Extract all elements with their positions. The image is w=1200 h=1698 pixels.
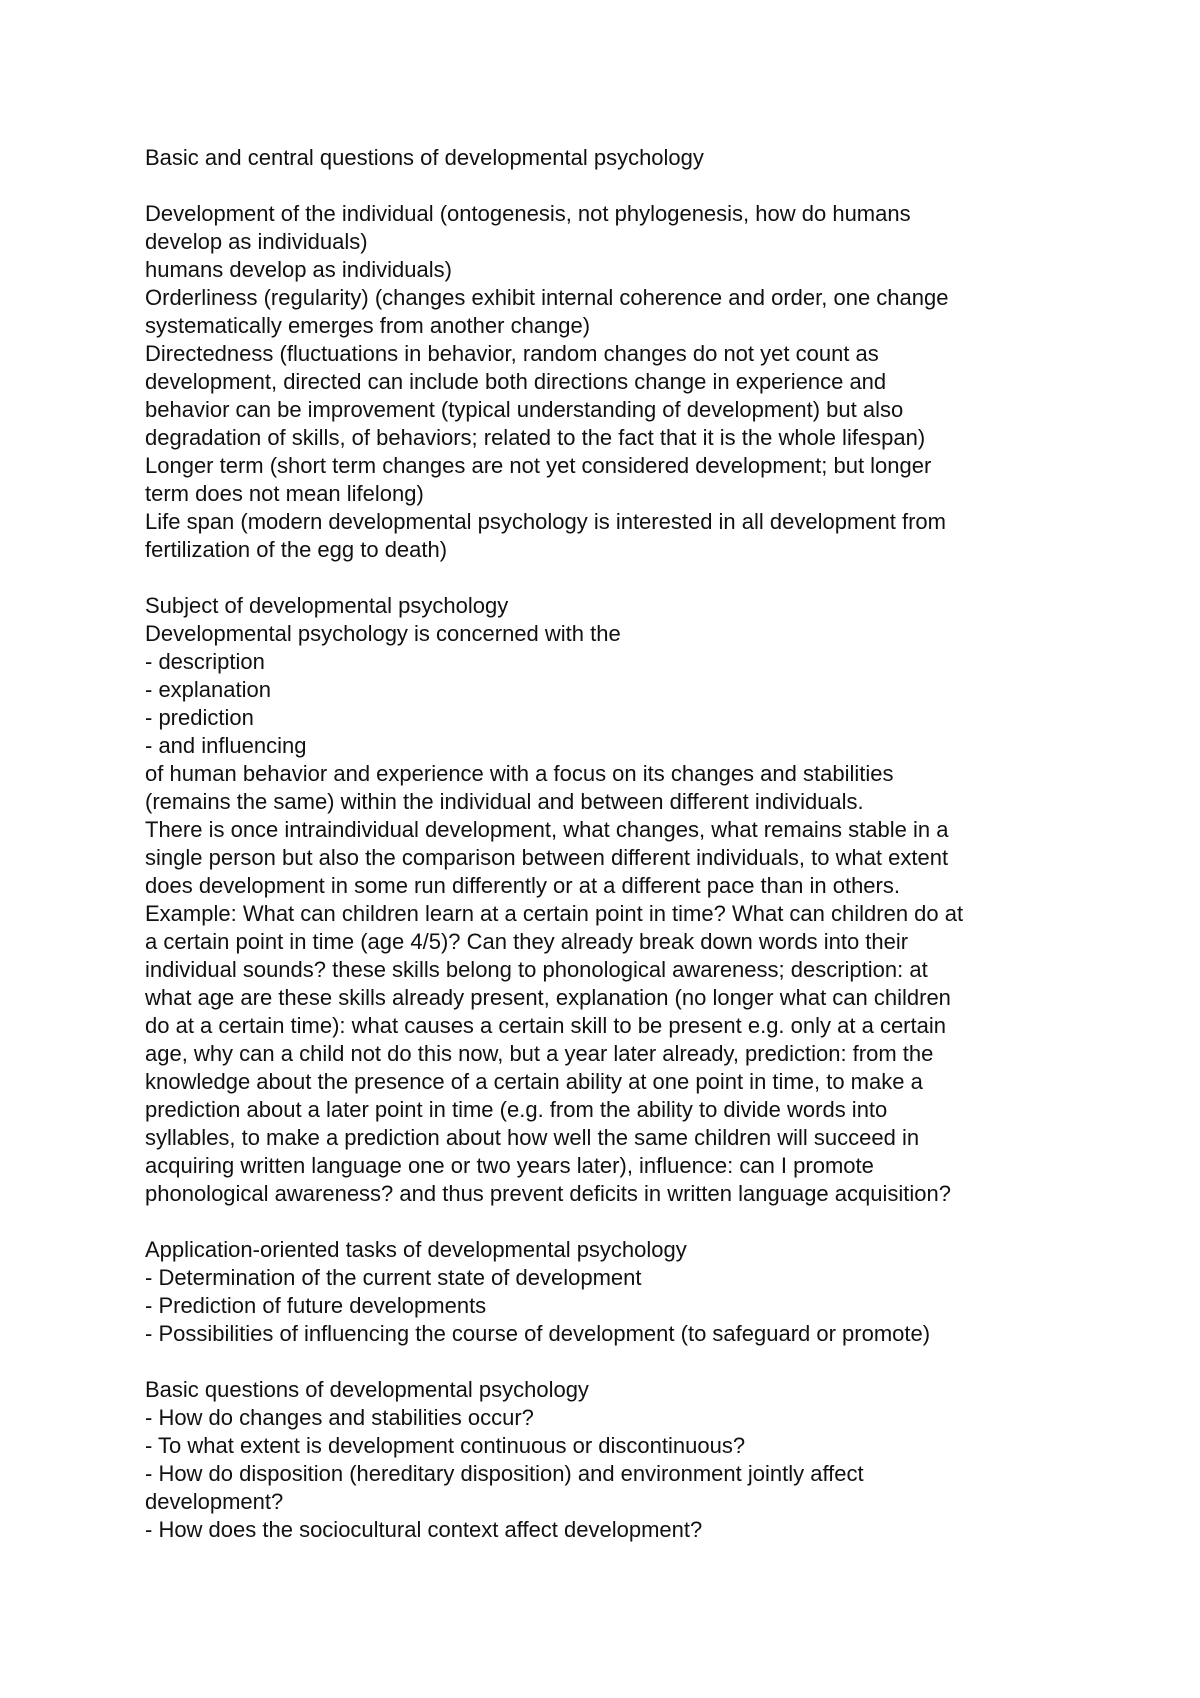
document-title: Basic and central questions of developmental psychology — [145, 145, 704, 170]
paragraph-spacer — [145, 1348, 1075, 1376]
section-basic-questions — [145, 1376, 1075, 1544]
text-line: do at a certain time): what causes a certain skill to be present e.g. only at a certain — [145, 1013, 946, 1038]
text-line: acquiring written language one or two years later), influence: can I promote — [145, 1153, 874, 1178]
text-line: phonological awareness? and thus prevent deficits in written language acquisition? — [145, 1181, 951, 1206]
list-item: - Determination of the current state of development — [145, 1265, 642, 1290]
text-line: term does not mean lifelong) — [145, 481, 424, 506]
text-line: Longer term (short term changes are not yet considered development; but longer — [145, 453, 932, 478]
text-line: Developmental psychology is concerned with the — [145, 621, 621, 646]
text-line: what age are these skills already present, explanation (no longer what can children — [145, 985, 951, 1010]
list-item: - To what extent is development continuous or discontinuous? — [145, 1433, 746, 1458]
text-line: Example: What can children learn at a certain point in time? What can children do at — [145, 901, 964, 926]
text-line: single person but also the comparison between different individuals, to what extent — [145, 845, 949, 870]
text-line: humans develop as individuals) — [145, 257, 452, 282]
text-line: develop as individuals) — [145, 229, 368, 254]
list-item: - How does the sociocultural context affect development? — [145, 1517, 703, 1542]
text-line: fertilization of the egg to death) — [145, 537, 448, 562]
list-item: - description — [145, 649, 265, 674]
text-line: Directedness (fluctuations in behavior, random changes do not yet count as — [145, 341, 879, 366]
text-line: prediction about a later point in time (e.g. from the ability to divide words into — [145, 1097, 888, 1122]
text-line: systematically emerges from another change) — [145, 313, 591, 338]
text-line: knowledge about the presence of a certain ability at one point in time, to make a — [145, 1069, 923, 1094]
text-line: a certain point in time (age 4/5)? Can they already break down words into their — [145, 929, 909, 954]
text-line: Life span (modern developmental psychology is interested in all development from — [145, 509, 946, 534]
list-item: - Possibilities of influencing the course of development (to safeguard or promote) — [145, 1321, 931, 1346]
list-item: - How do disposition (hereditary disposition) and environment jointly affect — [145, 1461, 864, 1486]
paragraph-spacer — [145, 564, 1075, 592]
paragraph-spacer — [145, 172, 1075, 200]
paragraph-spacer — [145, 1208, 1075, 1236]
document-body — [145, 144, 1075, 1544]
list-item: - Prediction of future developments — [145, 1293, 487, 1318]
text-line: Orderliness (regularity) (changes exhibit internal coherence and order, one change — [145, 285, 949, 310]
section-heading: Basic questions of developmental psychology — [145, 1377, 589, 1402]
list-item: - How do changes and stabilities occur? — [145, 1405, 534, 1430]
text-line: degradation of skills, of behaviors; related to the fact that it is the whole lifespan) — [145, 425, 926, 450]
text-line: of human behavior and experience with a focus on its changes and stabilities — [145, 761, 894, 786]
text-line: age, why can a child not do this now, but a year later already, prediction: from the — [145, 1041, 934, 1066]
section-heading: Subject of developmental psychology — [145, 593, 509, 618]
text-line: development, directed can include both directions change in experience and — [145, 369, 887, 394]
text-line: does development in some run differently or at a different pace than in others. — [145, 873, 900, 898]
section-application — [145, 1236, 1075, 1348]
section-subject — [145, 592, 1075, 1208]
list-item: - prediction — [145, 705, 254, 730]
text-line: individual sounds? these skills belong to phonological awareness; description: at — [145, 957, 928, 982]
text-line: behavior can be improvement (typical understanding of development) but also — [145, 397, 904, 422]
section-heading: Application-oriented tasks of developmental psychology — [145, 1237, 687, 1262]
text-line: Development of the individual (ontogenesis, not phylogenesis, how do humans — [145, 201, 911, 226]
list-item: - explanation — [145, 677, 271, 702]
section-definition — [145, 200, 1075, 564]
text-line: There is once intraindividual development, what changes, what remains stable in a — [145, 817, 949, 842]
text-line: (remains the same) within the individual and between different individuals. — [145, 789, 864, 814]
list-item: - and influencing — [145, 733, 307, 758]
text-line: syllables, to make a prediction about how well the same children will succeed in — [145, 1125, 920, 1150]
text-line: development? — [145, 1489, 284, 1514]
